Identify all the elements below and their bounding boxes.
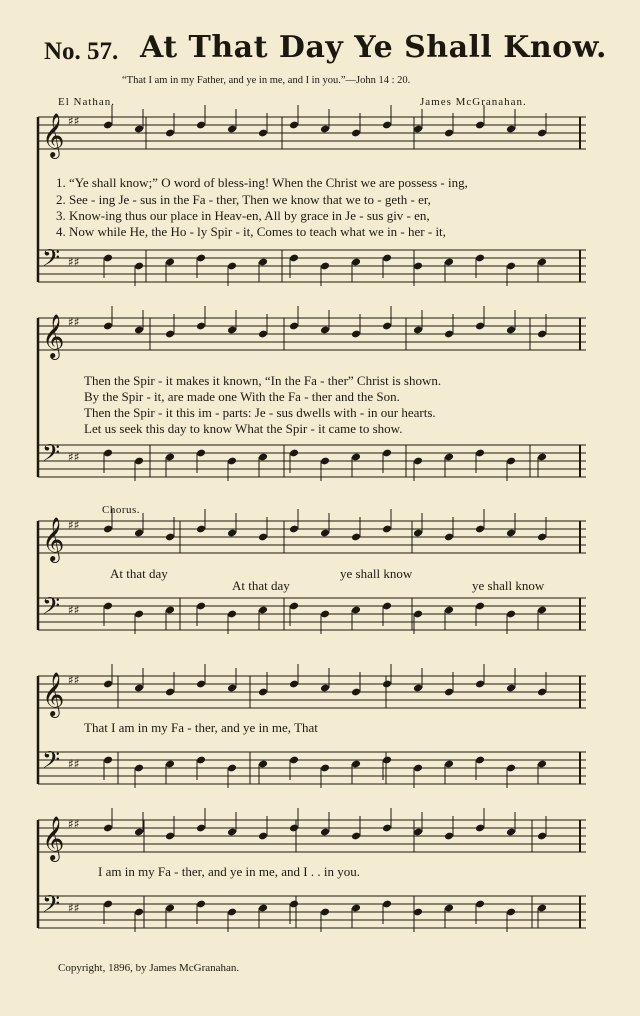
bass-clef: 𝄢 bbox=[42, 439, 61, 472]
verse-3-part2: Then the Spir - it this im - parts: Je - sus dwells with - in our hearts. bbox=[84, 405, 436, 420]
verse-3-part1: 3. Know-ing thus our place in Heav-en, All by grace in Je - sus giv - en, bbox=[56, 208, 430, 223]
key-signature: ♯♯ bbox=[68, 817, 80, 831]
key-signature: ♯♯ bbox=[68, 315, 80, 329]
chorus-lyric-2: That I am in my Fa - ther, and ye in me, That bbox=[84, 720, 318, 735]
copyright-notice: Copyright, 1896, by James McGranahan. bbox=[58, 962, 240, 974]
key-signature: ♯♯ bbox=[68, 757, 80, 771]
chorus-bass-lyric-1b: ye shall know bbox=[472, 578, 545, 593]
chorus-lyric-1a: At that day bbox=[110, 566, 168, 581]
chorus-lyric-1b: ye shall know bbox=[340, 566, 413, 581]
chorus-lyric-3: I am in my Fa - ther, and ye in me, and I . . in you. bbox=[98, 864, 360, 879]
treble-clef: 𝄞 bbox=[42, 517, 65, 561]
lyricist-credit: El Nathan. bbox=[58, 96, 116, 108]
scripture-reference: “That I am in my Father, and ye in me, and I in you.”—John 14 : 20. bbox=[122, 75, 411, 86]
hymn-number: No. 57. bbox=[44, 38, 119, 65]
key-signature: ♯♯ bbox=[68, 450, 80, 464]
composer-credit: James McGranahan. bbox=[420, 96, 527, 108]
verse-2-part1: 2. See - ing Je - sus in the Fa - ther, Then we know that we to - geth - er, bbox=[56, 192, 431, 207]
treble-clef: 𝄞 bbox=[42, 314, 65, 358]
key-signature: ♯♯ bbox=[68, 673, 80, 687]
bass-clef: 𝄢 bbox=[42, 244, 61, 277]
hymn-title: At That Day Ye Shall Know. bbox=[140, 30, 607, 65]
bass-clef: 𝄢 bbox=[42, 592, 61, 625]
treble-clef: 𝄞 bbox=[42, 816, 65, 860]
verse-1-part1: 1. “Ye shall know;” O word of bless-ing! When the Christ we are possess - ing, bbox=[56, 175, 468, 190]
verse-4-part2: Let us seek this day to know What the Spir - it came to show. bbox=[84, 421, 403, 436]
key-signature: ♯♯ bbox=[68, 518, 80, 532]
key-signature: ♯♯ bbox=[68, 114, 80, 128]
bass-clef: 𝄢 bbox=[42, 746, 61, 779]
chorus-label: Chorus. bbox=[102, 504, 141, 516]
verse-1-part2: Then the Spir - it makes it known, “In the Fa - ther” Christ is shown. bbox=[84, 373, 442, 388]
verse-4-part1: 4. Now while He, the Ho - ly Spir - it, Comes to teach what we in - her - it, bbox=[56, 224, 446, 239]
key-signature: ♯♯ bbox=[68, 603, 80, 617]
key-signature: ♯♯ bbox=[68, 901, 80, 915]
treble-clef: 𝄞 bbox=[42, 672, 65, 716]
verse-2-part2: By the Spir - it, are made one With the Fa - ther and the Son. bbox=[84, 389, 400, 404]
chorus-bass-lyric-1a: At that day bbox=[232, 578, 290, 593]
treble-clef: 𝄞 bbox=[42, 113, 65, 157]
bass-clef: 𝄢 bbox=[42, 890, 61, 923]
key-signature: ♯♯ bbox=[68, 255, 80, 269]
